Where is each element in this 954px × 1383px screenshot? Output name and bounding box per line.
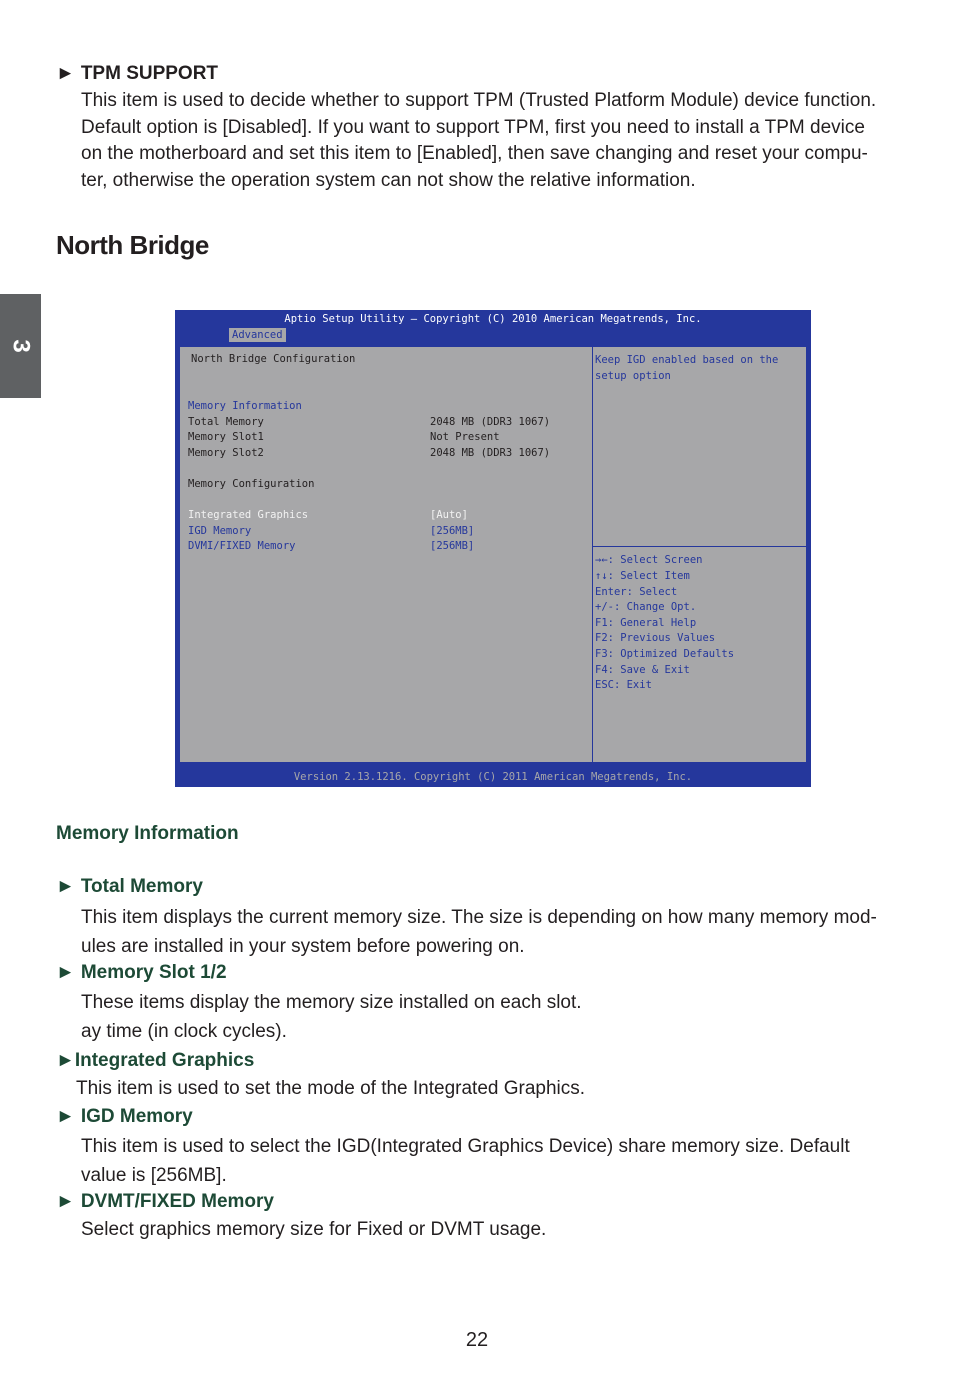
memory-slot-heading: ► Memory Slot 1/2 (56, 962, 227, 983)
triangle-bullet-icon: ► (56, 876, 75, 897)
text-line: Default option is [Disabled]. If you want to support TPM, first you need to install a TPM device (81, 116, 865, 138)
triangle-bullet-icon: ► (56, 1106, 75, 1127)
bios-header (175, 310, 811, 343)
bios-memory-information-label: Memory Information (188, 400, 302, 412)
bios-row-value: 2048 MB (DDR3 1067) (430, 447, 551, 459)
bios-option-igd-memory[interactable]: IGD Memory (188, 525, 252, 537)
dvmt-memory-description (81, 1217, 546, 1244)
triangle-bullet-icon: ► (56, 1050, 75, 1071)
triangle-bullet-icon: ► (56, 1191, 75, 1212)
bios-option-value[interactable]: [256MB] (430, 525, 475, 537)
bios-key-hint: F3: Optimized Defaults (595, 648, 735, 660)
page-number: 22 (465, 1329, 489, 1351)
total-memory-heading: ► Total Memory (56, 876, 203, 897)
text-line: ay time (in clock cycles). (81, 1021, 287, 1042)
bios-option-integrated-graphics[interactable]: Integrated Graphics (188, 509, 309, 521)
memory-slot-description (81, 988, 582, 1046)
bios-footer: Version 2.13.1216. Copyright (C) 2011 American Megatrends, Inc. (293, 771, 693, 783)
bios-row-label: Memory Slot2 (188, 447, 264, 459)
bios-divider (593, 546, 806, 547)
bios-option-dvmi-memory[interactable]: DVMI/FIXED Memory (188, 540, 296, 552)
integrated-graphics-description (76, 1076, 585, 1103)
bios-tab-advanced: Advanced (229, 328, 286, 342)
bios-key-hint: ESC: Exit (595, 679, 652, 691)
memory-information-heading: Memory Information (56, 823, 239, 844)
text-line: These items display the memory size installed on each slot. (81, 992, 582, 1013)
bios-key-hint: +/-: Change Opt. (595, 601, 697, 613)
chapter-number: 3 (7, 339, 35, 353)
bios-key-hint: F2: Previous Values (595, 632, 716, 644)
triangle-bullet-icon: ► (56, 962, 75, 983)
igd-memory-heading: ► IGD Memory (56, 1106, 193, 1127)
bios-row-value: Not Present (430, 431, 500, 443)
chapter-tab (0, 294, 41, 398)
total-memory-description (81, 903, 877, 961)
bios-row-label: Total Memory (188, 416, 264, 428)
tpm-support-heading: ► TPM SUPPORT (56, 63, 219, 84)
section-title: North Bridge (56, 230, 209, 260)
bios-screenshot (175, 310, 811, 787)
bios-key-hint: ↑↓: Select Item (595, 570, 690, 582)
bios-option-value[interactable]: [256MB] (430, 540, 475, 552)
text-line: This item is used to select the IGD(Integrated Graphics Device) share memory size. Default (81, 1136, 850, 1157)
bios-divider (592, 347, 593, 762)
text-line: This item is used to decide whether to support TPM (Trusted Platform Module) device function. (81, 90, 877, 111)
bios-title: Aptio Setup Utility – Copyright (C) 2010 American Megatrends, Inc. (284, 313, 702, 325)
dvmt-memory-heading: ► DVMT/FIXED Memory (56, 1191, 275, 1212)
tpm-support-description (81, 88, 876, 194)
bios-option-value[interactable]: [Auto] (430, 509, 468, 521)
triangle-bullet-icon: ► (56, 63, 75, 84)
text-line: This item is used to set the mode of the Integrated Graphics. (76, 1078, 586, 1099)
bios-row-label: Memory Slot1 (188, 431, 264, 443)
bios-help-text: Keep IGD enabled based on the (595, 354, 779, 366)
bios-row-value: 2048 MB (DDR3 1067) (430, 416, 551, 428)
text-line: ter, otherwise the operation system can not show the relative information. (81, 169, 696, 191)
bios-key-hint: →←: Select Screen (595, 554, 703, 566)
integrated-graphics-heading: ►Integrated Graphics (56, 1050, 255, 1071)
bios-key-hint: F1: General Help (595, 617, 697, 629)
text-line: value is [256MB]. (81, 1165, 227, 1186)
bios-key-hint: F4: Save & Exit (595, 664, 690, 676)
bios-memory-configuration-label: Memory Configuration (188, 478, 315, 490)
bios-panel (178, 345, 808, 764)
text-line: ules are installed in your system before powering on. (81, 936, 525, 957)
bios-panel-title: North Bridge Configuration (191, 353, 356, 365)
bios-help-text: setup option (595, 370, 671, 382)
text-line: This item displays the current memory size. The size is depending on how many memory mod- (81, 907, 877, 928)
igd-memory-description (81, 1132, 850, 1190)
text-line: Select graphics memory size for Fixed or DVMT usage. (81, 1219, 547, 1240)
bios-key-hint: Enter: Select (595, 586, 678, 598)
text-line: on the motherboard and set this item to [Enabled], then save changing and reset your compu- (81, 143, 868, 164)
